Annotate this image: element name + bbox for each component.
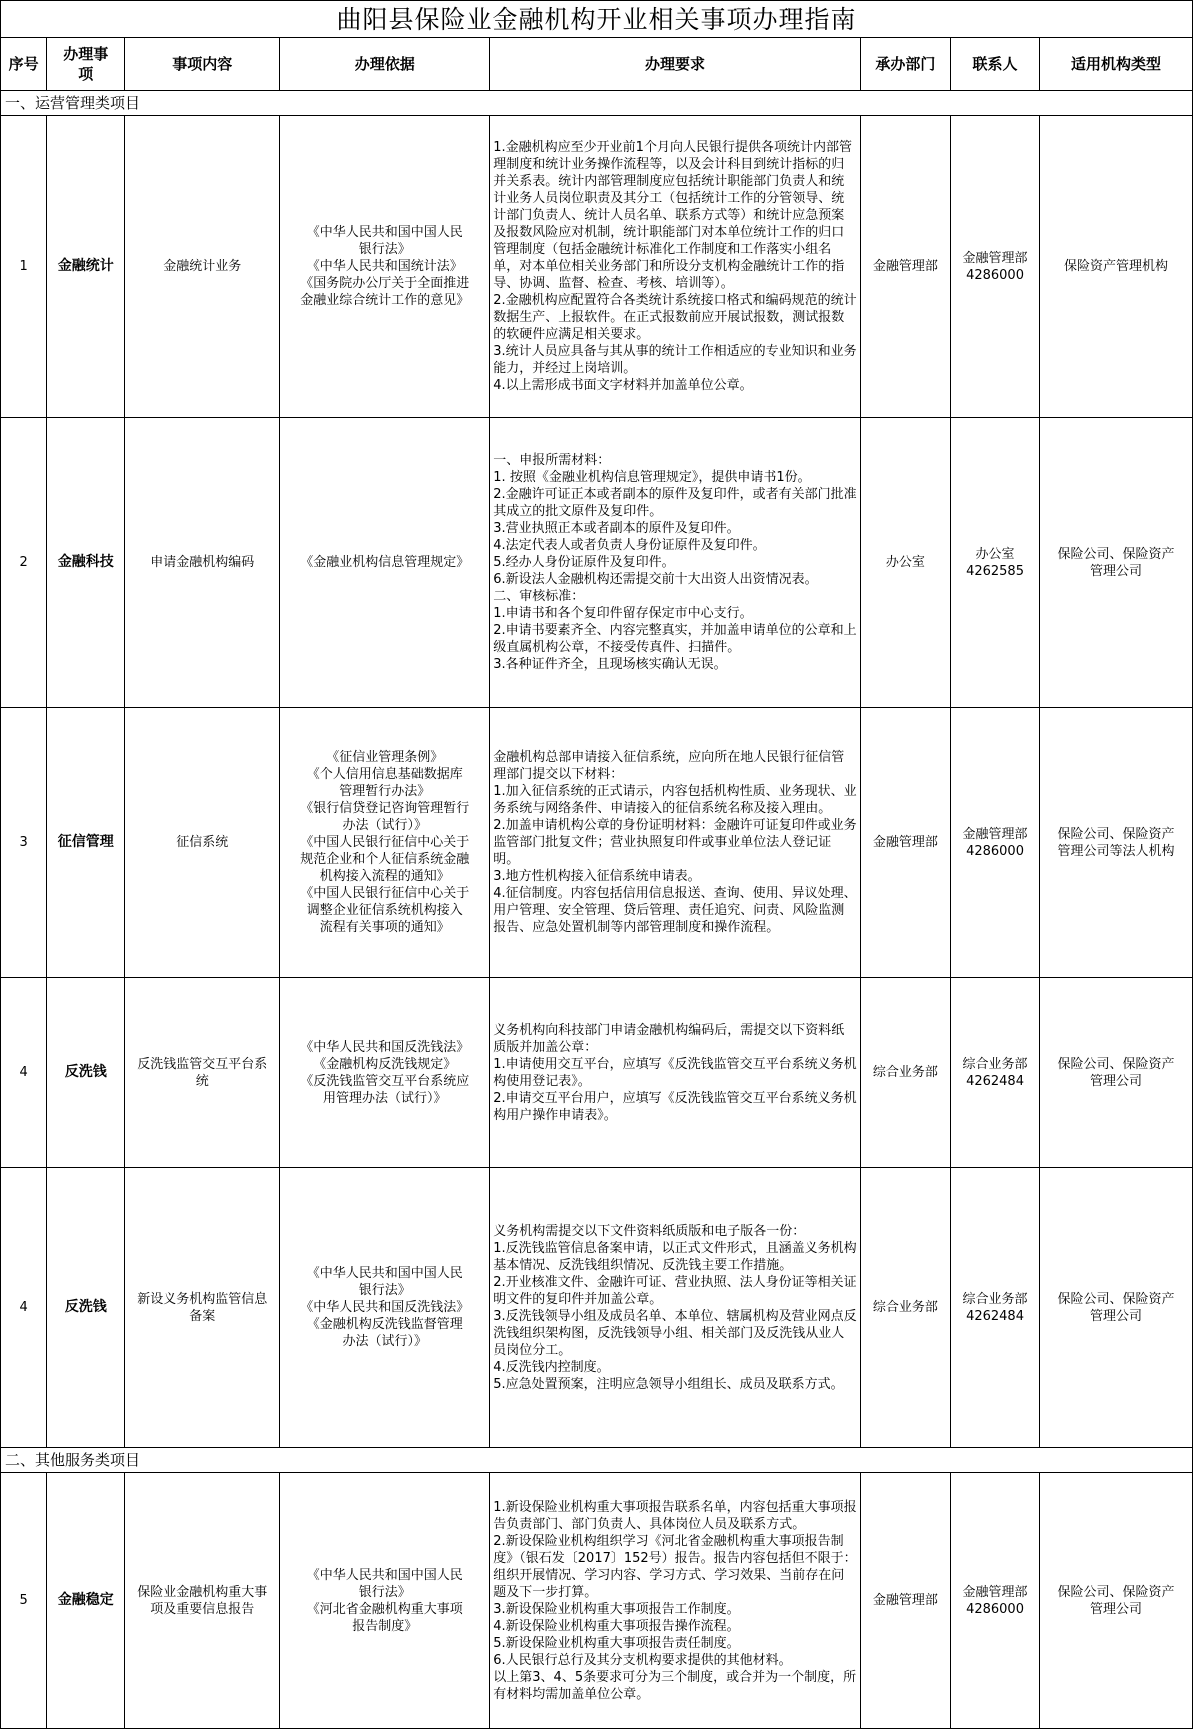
section-row [1,91,1193,116]
row-no: 4 [1,978,47,1168]
row-no: 1 [1,116,47,418]
row-contact: 综合业务部 4262484 [951,1168,1040,1448]
row-requirements: 1.金融机构应至少开业前1个月向人民银行提供各项统计内部管理制度和统计业务操作流程等，以及会计科目到统计指标的归并关系表。统计内部管理制度应包括统计职能部门负责人和统计业务人员岗位职责及其分工（包括统计工作的分管领导、统计部门负责人、统计人员名单、联系方式等）和统计应急预案及报数风险应对机制，统计职能部门对本单位统计工作的归口管理制度（包括金融统计标准化工作制度和工作落实小组名单，对本单位相关业务部门和所设分支机构金融统计工作的指导、协调、监督、检查、考核、培训等）。 2.金融机构应配置符合各类统计系统接口格式和编码规范的统计数据生产、上报软件。在正式报数前应开展试报数，测试报数的软硬件应满足相关要求。 3.统计人员应具备与其从事的统计工作相适应的专业知识和业务能力，并经过上岗培训。 4.以上需形成书面文字材料并加盖单位公章。 [490,116,861,418]
row-contact: 金融管理部 4286000 [951,116,1040,418]
row-contact: 金融管理部 4286000 [951,1473,1040,1729]
row-item: 反洗钱 [47,978,125,1168]
table-row [1,978,1193,1168]
row-type: 保险公司、保险资产 管理公司 [1040,418,1193,708]
row-content: 保险业金融机构重大事 项及重要信息报告 [125,1473,280,1729]
table-row [1,418,1193,708]
header-no: 序号 [1,38,47,91]
header-basis: 办理依据 [280,38,490,91]
row-contact: 综合业务部 4262484 [951,978,1040,1168]
header-dept: 承办部门 [860,38,950,91]
row-item: 金融统计 [47,116,125,418]
table-row [1,1168,1193,1448]
page-title: 曲阳县保险业金融机构开业相关事项办理指南 [1,1,1193,38]
row-no: 2 [1,418,47,708]
row-requirements: 一、申报所需材料： 1. 按照《金融业机构信息管理规定》，提供申请书1份。 2.金融许可证正本或者副本的原件及复印件，或者有关部门批准其成立的批文原件及复印件。 3.营业执照正本或者副本的原件及复印件。 4.法定代表人或者负责人身份证原件及复印件。 5.经办人身份证原件及复印件。 6.新设法人金融机构还需提交前十大出资人出资情况表。 二、审核标准： 1.申请书和各个复印件留存保定市中心支行。 2.申请书要素齐全、内容完整真实，并加盖申请单位的公章和上级直属机构公章，不接受传真件、扫描件。 3.各种证件齐全，且现场核实确认无误。 [490,418,861,708]
row-basis: 《中华人民共和国中国人民 银行法》 《河北省金融机构重大事项 报告制度》 [280,1473,490,1729]
row-type: 保险公司、保险资产 管理公司 [1040,1473,1193,1729]
table-row [1,1473,1193,1729]
row-type: 保险公司、保险资产 管理公司等法人机构 [1040,708,1193,978]
row-dept: 办公室 [860,418,950,708]
row-content: 反洗钱监管交互平台系 统 [125,978,280,1168]
row-basis: 《金融业机构信息管理规定》 [280,418,490,708]
row-item: 反洗钱 [47,1168,125,1448]
table-header-row [1,38,1193,91]
row-contact: 金融管理部 4286000 [951,708,1040,978]
row-dept: 综合业务部 [860,978,950,1168]
row-content: 新设义务机构监管信息 备案 [125,1168,280,1448]
row-basis: 《中华人民共和国中国人民 银行法》 《中华人民共和国反洗钱法》 《金融机构反洗钱监督管理 办法（试行）》 [280,1168,490,1448]
row-requirements: 义务机构向科技部门申请金融机构编码后，需提交以下资料纸质版并加盖公章： 1.申请使用交互平台，应填写《反洗钱监管交互平台系统义务机构使用登记表》。 2.申请交互平台用户，应填写《反洗钱监管交互平台系统义务机构用户操作申请表》。 [490,978,861,1168]
row-dept: 金融管理部 [860,116,950,418]
row-basis: 《中华人民共和国反洗钱法》 《金融机构反洗钱规定》 《反洗钱监管交互平台系统应 用管理办法（试行）》 [280,978,490,1168]
row-item: 金融科技 [47,418,125,708]
section-label: 二、其他服务类项目 [1,1448,1193,1473]
row-requirements: 1.新设保险业机构重大事项报告联系名单，内容包括重大事项报告负责部门、部门负责人、具体岗位人员及联系方式。 2.新设保险业机构组织学习《河北省金融机构重大事项报告制度》（银石发〔2017〕152号）报告。报告内容包括但不限于：组织开展情况、学习内容、学习方式、学习效果、当前存在问题及下一步打算。 3.新设保险业机构重大事项报告工作制度。 4.新设保险业机构重大事项报告操作流程。 5.新设保险业机构重大事项报告责任制度。 6.人民银行总行及其分支机构要求提供的其他材料。 以上第3、4、5条要求可分为三个制度，或合并为一个制度，所有材料均需加盖单位公章。 [490,1473,861,1729]
row-content: 申请金融机构编码 [125,418,280,708]
table-row [1,708,1193,978]
header-requirements: 办理要求 [490,38,861,91]
row-item: 金融稳定 [47,1473,125,1729]
row-dept: 金融管理部 [860,708,950,978]
row-requirements: 金融机构总部申请接入征信系统，应向所在地人民银行征信管理部门提交以下材料： 1.加入征信系统的正式请示，内容包括机构性质、业务现状、业务系统与网络条件、申请接入的征信系统名称及接入理由。 2.加盖申请机构公章的身份证明材料：金融许可证复印件或业务监管部门批复文件；营业执照复印件或事业单位法人登记证明。 3.地方性机构接入征信系统申请表。 4.征信制度。内容包括信用信息报送、查询、使用、异议处理、用户管理、安全管理、贷后管理、责任追究、问责、风险监测报告、应急处置机制等内部管理制度和操作流程。 [490,708,861,978]
row-basis: 《征信业管理条例》 《个人信用信息基础数据库 管理暂行办法》 《银行信贷登记咨询管理暂行 办法（试行）》 《中国人民银行征信中心关于 规范企业和个人征信系统金融 机构接入流程的通知》 《中国人民银行征信中心关于 调整企业征信系统机构接入 流程有关事项的通知》 [280,708,490,978]
row-type: 保险公司、保险资产 管理公司 [1040,1168,1193,1448]
row-no: 5 [1,1473,47,1729]
header-item: 办理事 项 [47,38,125,91]
section-label: 一、运营管理类项目 [1,91,1193,116]
header-contact: 联系人 [951,38,1040,91]
row-content: 征信系统 [125,708,280,978]
table-row [1,116,1193,418]
row-dept: 金融管理部 [860,1473,950,1729]
header-content: 事项内容 [125,38,280,91]
row-no: 4 [1,1168,47,1448]
row-type: 保险公司、保险资产 管理公司 [1040,978,1193,1168]
row-no: 3 [1,708,47,978]
row-item: 征信管理 [47,708,125,978]
section-row [1,1448,1193,1473]
row-requirements: 义务机构需提交以下文件资料纸质版和电子版各一份： 1.反洗钱监管信息备案申请，以正式文件形式，且涵盖义务机构基本情况、反洗钱组织情况、反洗钱主要工作措施。 2.开业核准文件、金融许可证、营业执照、法人身份证等相关证明文件的复印件并加盖公章。 3.反洗钱领导小组及成员名单、本单位、辖属机构及营业网点反洗钱组织架构图，反洗钱领导小组、相关部门及反洗钱从业人员岗位分工。 4.反洗钱内控制度。 5.应急处置预案，注明应急领导小组组长、成员及联系方式。 [490,1168,861,1448]
row-dept: 综合业务部 [860,1168,950,1448]
row-type: 保险资产管理机构 [1040,116,1193,418]
row-basis: 《中华人民共和国中国人民 银行法》 《中华人民共和国统计法》 《国务院办公厅关于全面推进 金融业综合统计工作的意见》 [280,116,490,418]
row-content: 金融统计业务 [125,116,280,418]
header-type: 适用机构类型 [1040,38,1193,91]
row-contact: 办公室 4262585 [951,418,1040,708]
